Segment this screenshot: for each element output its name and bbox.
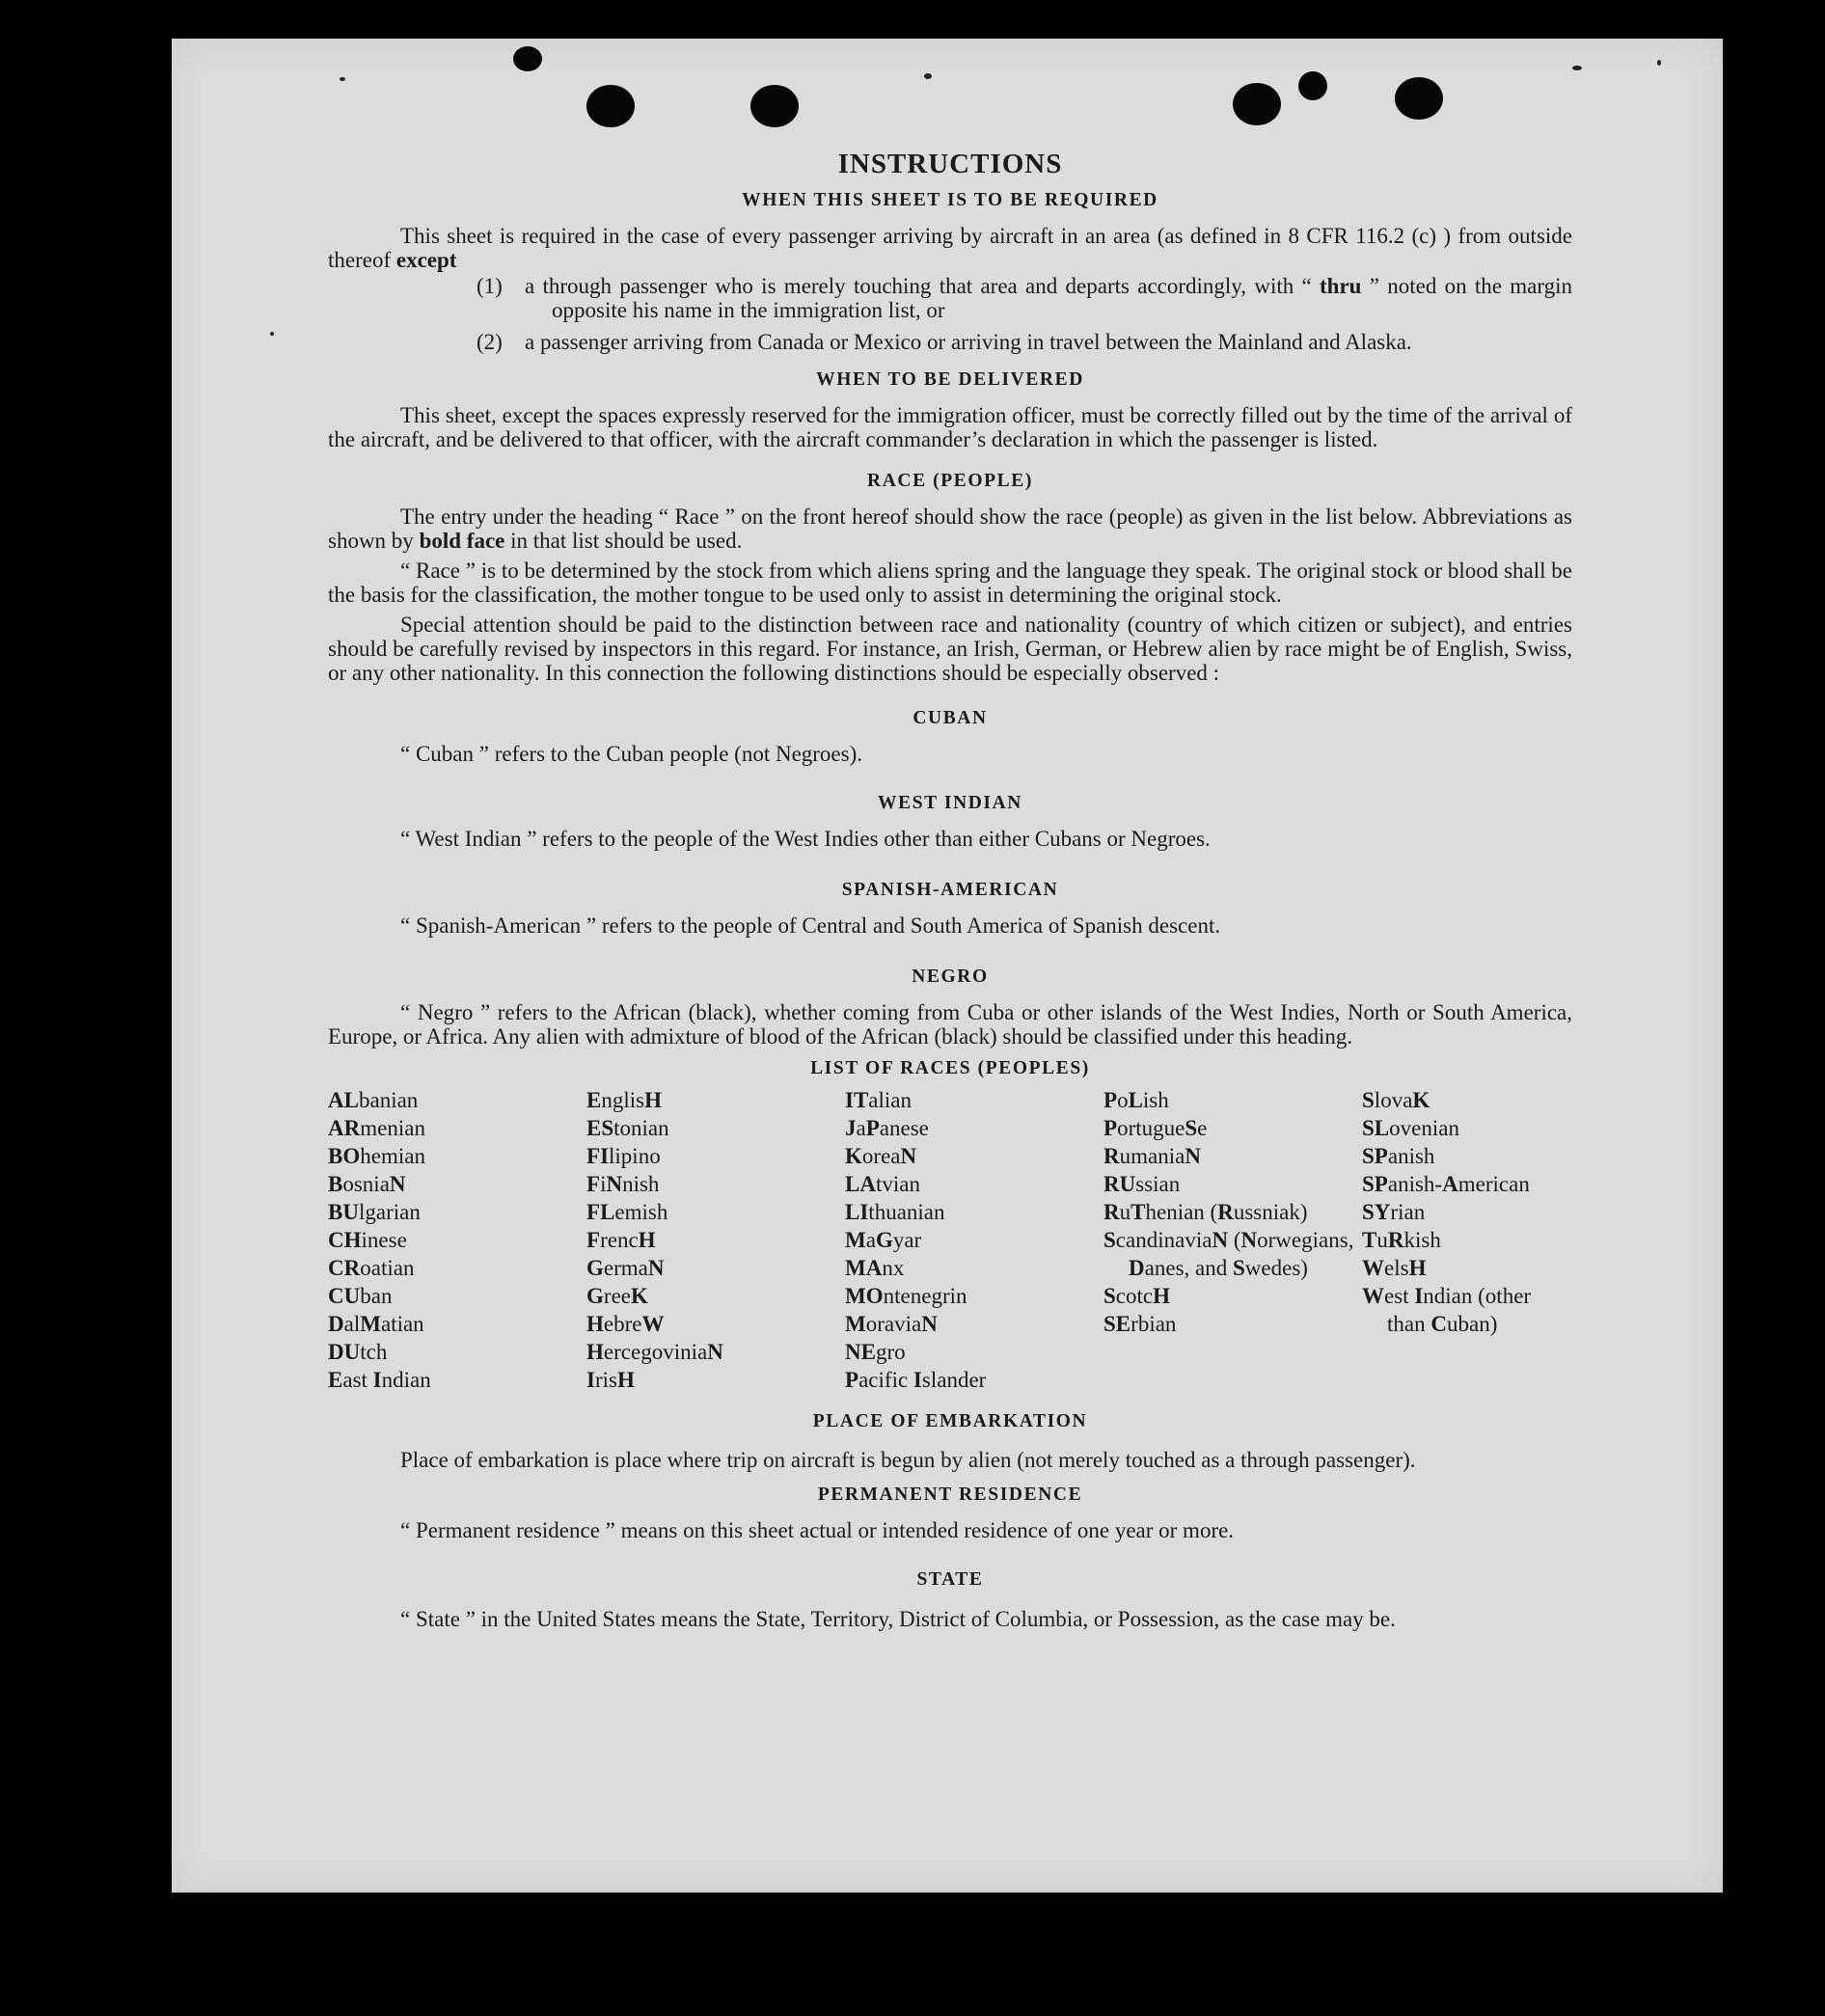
heading-cuban: CUBAN [912,708,988,728]
race-entry: East Indian [328,1368,431,1392]
race-entry: NEgro [845,1340,906,1364]
punch-hole [1395,77,1443,120]
race-paragraph-1-c: in that list should be used. [504,529,743,553]
race-entry: FrencH [586,1228,656,1252]
race-entry: ARmenian [328,1116,425,1140]
race-entry: MoraviaN [845,1312,938,1336]
exception-item-1-thru: thru [1320,274,1362,298]
heading-permanent-residence: PERMANENT RESIDENCE [817,1485,1083,1505]
race-entry: BosniaN [328,1172,406,1196]
race-entry: FiNnish [586,1172,660,1196]
race-entry: ScandinaviaN (Norwegians, Danes, and Swedes) [1103,1228,1354,1280]
heading-west-indian: WEST INDIAN [878,793,1022,813]
cuban-text: “ Cuban ” refers to the Cuban people (not Negroes). [400,742,863,766]
race-entry: DUtch [328,1340,388,1364]
race-paragraph-1-a: The entry under the heading “ Race ” on the front hereof should show the race (people) as given in the list below. Abbreviations as shown by [328,504,1572,553]
state-text: “ State ” in the United States means the State, Territory, District of Columbia, or Possession, as the case may be. [400,1607,1396,1631]
required-intro [328,224,1572,272]
document-page [172,39,1723,1893]
race-entry: EnglisH [586,1088,662,1112]
exception-item-1-number: (1) [477,274,503,298]
race-entry: SPanish-American [1362,1172,1530,1196]
race-entry: FIlipino [586,1144,661,1168]
heading-race: RACE (PEOPLE) [867,471,1033,491]
race-entry: RUssian [1103,1172,1181,1196]
race-entry: Pacific Islander [845,1368,987,1392]
heading-delivered: WHEN TO BE DELIVERED [816,369,1084,390]
punch-hole [513,46,542,71]
race-entry: IrisH [586,1368,635,1392]
heading-embarkation: PLACE OF EMBARKATION [812,1411,1088,1431]
race-entry: GreeK [586,1284,648,1308]
exception-item-1-text [525,274,1572,322]
race-entry: SErbian [1103,1312,1177,1336]
race-column-4 [1103,1086,1362,1394]
ink-speck [1657,60,1661,66]
punch-hole [1233,83,1281,125]
race-entry: SYrian [1362,1200,1426,1224]
heading-required: WHEN THIS SHEET IS TO BE REQUIRED [742,190,1158,210]
race-bold-face: bold face [419,529,505,553]
race-column-5 [1362,1086,1572,1394]
race-entry: EStonian [586,1116,669,1140]
required-intro-except: except [395,248,457,272]
spanish-american-text: “ Spanish-American ” refers to the people of Central and South America of Spanish descent. [400,913,1221,938]
race-entry: RumaniaN [1103,1144,1201,1168]
race-entry: BUlgarian [328,1200,421,1224]
race-column-3 [845,1086,1103,1394]
race-entry: SPanish [1362,1144,1435,1168]
race-entry: SLovenian [1362,1116,1459,1140]
race-entry: CRoatian [328,1256,415,1280]
instructions-text [328,149,1572,1635]
punch-hole [586,85,635,127]
race-entry: FLemish [586,1200,668,1224]
ink-speck [340,77,345,81]
race-entry: LAtvian [845,1172,920,1196]
race-entry: CHinese [328,1228,407,1252]
page-title: INSTRUCTIONS [837,149,1063,179]
race-entry: MOntenegrin [845,1284,967,1308]
negro-text: “ Negro ” refers to the African (black), whether coming from Cuba or other islands of the West Indies, North or South America, Europe, or Africa. Any alien with admixture of blood of the African (black) should be classified under this heading. [328,1000,1572,1049]
race-list [328,1086,1572,1394]
race-entry: TuRkish [1362,1228,1441,1252]
race-paragraph-1 [328,504,1572,553]
heading-spanish-american: SPANISH-AMERICAN [841,880,1059,900]
race-entry: MAnx [845,1256,905,1280]
race-entry: DalMatian [328,1312,424,1336]
exception-item-1 [328,274,1572,322]
race-entry: ITalian [845,1088,912,1112]
exception-item-1-text-c: ” noted on the margin opposite his name in the immigration list, or [552,274,1572,322]
race-entry: MaGyar [845,1228,922,1252]
race-entry: ALbanian [328,1088,419,1112]
exception-item-1-text-a: a through passenger who is merely touching that area and departs accordingly, with “ [525,274,1320,298]
race-entry: GermaN [586,1256,665,1280]
required-intro-text: This sheet is required in the case of every passenger arriving by aircraft in an area (as defined in 8 CFR 116.2 (c) ) from outside thereof [328,224,1572,272]
race-entry: HebreW [586,1312,665,1336]
ink-speck [270,332,274,336]
exception-item-2 [328,330,1572,354]
race-column-1 [328,1086,586,1394]
race-entry: CUban [328,1284,393,1308]
race-entry: JaPanese [845,1116,929,1140]
race-entry: ScotcH [1103,1284,1171,1308]
race-column-2 [586,1086,845,1394]
punch-hole [1298,71,1327,100]
race-paragraph-2: “ Race ” is to be determined by the stock from which aliens spring and the language they speak. The original stock or blood shall be the basis for the classification, the mother tongue to be used only to assist in determining the original stock. [328,558,1572,607]
race-entry: SlovaK [1362,1088,1430,1112]
race-entry: PoLish [1103,1088,1169,1112]
delivered-text: This sheet, except the spaces expressly reserved for the immigration officer, must be correctly filled out by the time of the arrival of the aircraft, and be delivered to that officer, with the aircraft commander’s declaration in which the passenger is listed. [328,403,1572,451]
west-indian-text: “ West Indian ” refers to the people of the West Indies other than either Cubans or Negroes. [400,827,1211,851]
race-entry: LIthuanian [845,1200,945,1224]
ink-speck [1572,66,1582,70]
race-entry: West Indian (other than Cuban) [1362,1284,1532,1336]
permanent-residence-text: “ Permanent residence ” means on this sheet actual or intended residence of one year or more. [400,1518,1235,1542]
race-paragraph-3: Special attention should be paid to the distinction between race and nationality (country of which citizen or subject), and entries should be carefully revised by inspectors in this regard. For instance, an Irish, German, or Hebrew alien by race might be of English, Swiss, or any other nationality. In this connection the following distinctions should be especially observed : [328,613,1572,685]
ink-speck [924,73,932,79]
race-entry: HercegoviniaN [586,1340,723,1364]
exception-item-2-text: a passenger arriving from Canada or Mexico or arriving in travel between the Mainland and Alaska. [525,330,1412,354]
punch-hole [750,85,799,127]
race-entry: KoreaN [845,1144,917,1168]
heading-list-of-races: LIST OF RACES (PEOPLES) [810,1058,1090,1078]
race-entry: RuThenian (Russniak) [1103,1200,1308,1224]
race-entry: WelsH [1362,1256,1427,1280]
heading-negro: NEGRO [912,967,989,987]
race-entry: BOhemian [328,1144,425,1168]
embarkation-text: Place of embarkation is place where trip on aircraft is begun by alien (not merely touched as a through passenger). [400,1448,1416,1472]
exception-item-2-number: (2) [477,330,503,354]
race-entry: PortugueSe [1103,1116,1208,1140]
heading-state: STATE [916,1569,984,1590]
